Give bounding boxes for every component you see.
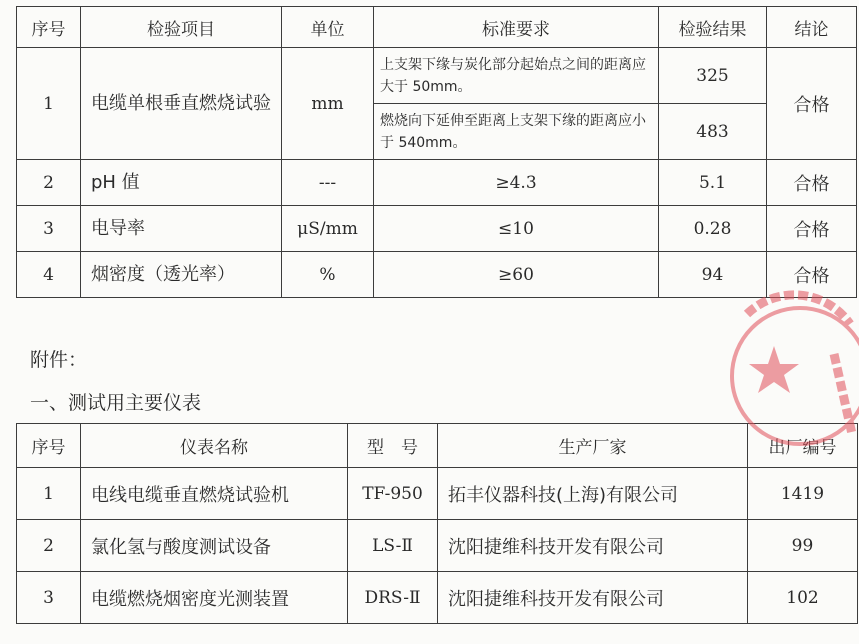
test-result: 325	[659, 48, 767, 104]
row-number: 2	[17, 520, 81, 572]
table-row	[17, 468, 858, 520]
test-result: 483	[659, 104, 767, 160]
header-cell: 检验项目	[81, 7, 282, 48]
test-result: 94	[659, 252, 767, 298]
table-row	[17, 48, 857, 104]
header-cell: 检验结果	[659, 7, 767, 48]
serial-number: 102	[748, 572, 858, 624]
instrument-maker: 沈阳捷维科技开发有限公司	[438, 572, 748, 624]
unit-cell: μS/mm	[282, 206, 374, 252]
header-cell: 仪表名称	[81, 424, 348, 468]
row-number: 2	[17, 160, 81, 206]
instrument-maker: 沈阳捷维科技开发有限公司	[438, 520, 748, 572]
instrument-model: TF-950	[348, 468, 438, 520]
instrument-model: DRS-Ⅱ	[348, 572, 438, 624]
table-row	[17, 160, 857, 206]
table-row	[17, 206, 857, 252]
conclusion-cell: 合格	[767, 160, 857, 206]
unit-cell: mm	[282, 48, 374, 160]
test-result: 0.28	[659, 206, 767, 252]
header-cell: 单位	[282, 7, 374, 48]
test-result: 5.1	[659, 160, 767, 206]
header-cell: 型 号	[348, 424, 438, 468]
section-title: 一、测试用主要仪表	[30, 392, 202, 414]
test-item: 电导率	[81, 206, 282, 252]
conclusion-cell: 合格	[767, 252, 857, 298]
header-cell: 序号	[17, 7, 81, 48]
standard-requirement: 上支架下缘与炭化部分起始点之间的距离应大于 50mm。	[374, 48, 659, 104]
test-item: 电缆单根垂直燃烧试验	[81, 48, 282, 160]
header-cell: 标准要求	[374, 7, 659, 48]
standard-requirement: ≤10	[374, 206, 659, 252]
table-row	[17, 572, 858, 624]
unit-cell: %	[282, 252, 374, 298]
header-cell: 出厂编号	[748, 424, 858, 468]
test-results-table	[16, 6, 857, 298]
row-number: 3	[17, 572, 81, 624]
row-number: 1	[17, 48, 81, 160]
header-cell: 结论	[767, 7, 857, 48]
instrument-name: 电线电缆垂直燃烧试验机	[81, 468, 348, 520]
row-number: 3	[17, 206, 81, 252]
instrument-name: 电缆燃烧烟密度光测装置	[81, 572, 348, 624]
table-header-row	[17, 7, 857, 48]
official-seal-stamp	[722, 284, 859, 464]
instrument-model: LS-Ⅱ	[348, 520, 438, 572]
header-cell: 序号	[17, 424, 81, 468]
standard-requirement: ≥4.3	[374, 160, 659, 206]
conclusion-cell: 合格	[767, 206, 857, 252]
test-item: 烟密度（透光率）	[81, 252, 282, 298]
instrument-maker: 拓丰仪器科技(上海)有限公司	[438, 468, 748, 520]
serial-number: 1419	[748, 468, 858, 520]
standard-requirement: 燃烧向下延伸至距离上支架下缘的距离应小于 540mm。	[374, 104, 659, 160]
unit-cell: ---	[282, 160, 374, 206]
attachment-label: 附件：	[30, 349, 88, 371]
serial-number: 99	[748, 520, 858, 572]
star-icon	[749, 346, 799, 393]
test-item: pH 值	[81, 160, 282, 206]
instrument-name: 氯化氢与酸度测试设备	[81, 520, 348, 572]
row-number: 1	[17, 468, 81, 520]
conclusion-cell: 合格	[767, 48, 857, 160]
header-cell: 生产厂家	[438, 424, 748, 468]
row-number: 4	[17, 252, 81, 298]
standard-requirement: ≥60	[374, 252, 659, 298]
table-row	[17, 520, 858, 572]
